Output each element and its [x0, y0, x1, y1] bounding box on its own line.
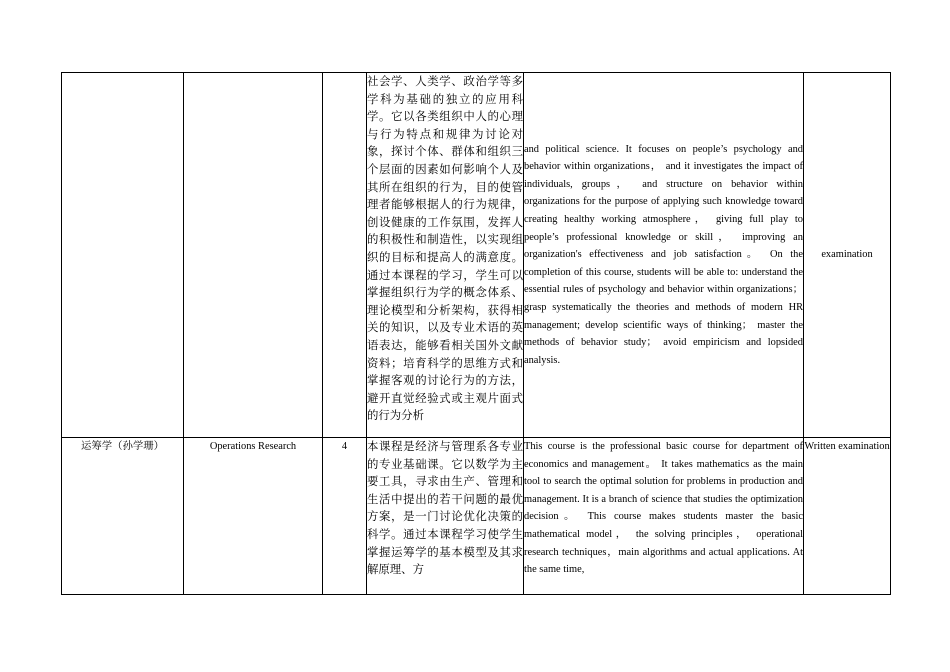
course-name-en-cell	[184, 73, 323, 438]
description-cn-cell: 社会学、人类学、政治学等多学科为基础的独立的应用科学。它以各类组织中人的心理与行为特点和规律为讨论对象，探讨个体、群体和组织三个层面的因素如何影响个人及其所在组织的行为，目的使管理者能够根据人的行为规律，创设健康的工作氛围，发挥人的积极性和制造性，以实现组织的目标和提高人的满意度。通过本课程的学习，学生可以掌握组织行为学的概念体系、理论模型和分析架构，获得相关的知识，以及专业术语的英语表达，能够看相关国外文献资料；培育科学的思维方式和掌握客观的讨论行为的方法，避开直觉经验式或主观片面式的行为分析	[367, 73, 524, 438]
credits-cell: 4	[323, 438, 367, 595]
course-name-en-cell: Operations Research	[184, 438, 323, 595]
description-en-cell: This course is the professional basic course for department of economics and management。 It takes mathematics as the main tool to search the optimal solution for problems in production and management. It is a branch of science that studies the optimization decision。 This course makes students master the basic mathematical model， the solving principles， operational research techniques，main algorithms and actual applications. At the same time,	[524, 438, 804, 595]
description-cn-cell: 本课程是经济与管理系各专业的专业基础课。它以数学为主要工具，寻求由生产、管理和生活中提出的若干问题的最优方案，是一门讨论优化决策的科学。通过本课程学习使学生掌握运筹学的基本模型及其求解原理、方	[367, 438, 524, 595]
table-row	[62, 438, 891, 595]
description-en-cell: and political science. It focuses on people’s psychology and behavior within organizations， and it investigates the impact of individuals, groups， and structure on behavior within organizations for the purpose of applying such knowledge toward creating healthy working atmosphere， giving full play to people’s professional knowledge or skill， improving an organization's effectiveness and job satisfaction。 On the completion of this course, students will be able to: understand the essential rules of psychology and behavior within organizations； grasp systematically the theories and methods of modern HR management; develop scientific ways of thinking； master the methods of behavior study； avoid empiricism and lopsided analysis.	[524, 73, 804, 438]
credits-cell	[323, 73, 367, 438]
course-name-cn-cell: 运筹学（孙学珊）	[62, 438, 184, 595]
assessment-cell: Written examination	[804, 438, 891, 595]
course-table	[61, 72, 891, 595]
assessment-cell: examination	[804, 73, 891, 438]
course-name-cn-cell	[62, 73, 184, 438]
table-row	[62, 73, 891, 438]
